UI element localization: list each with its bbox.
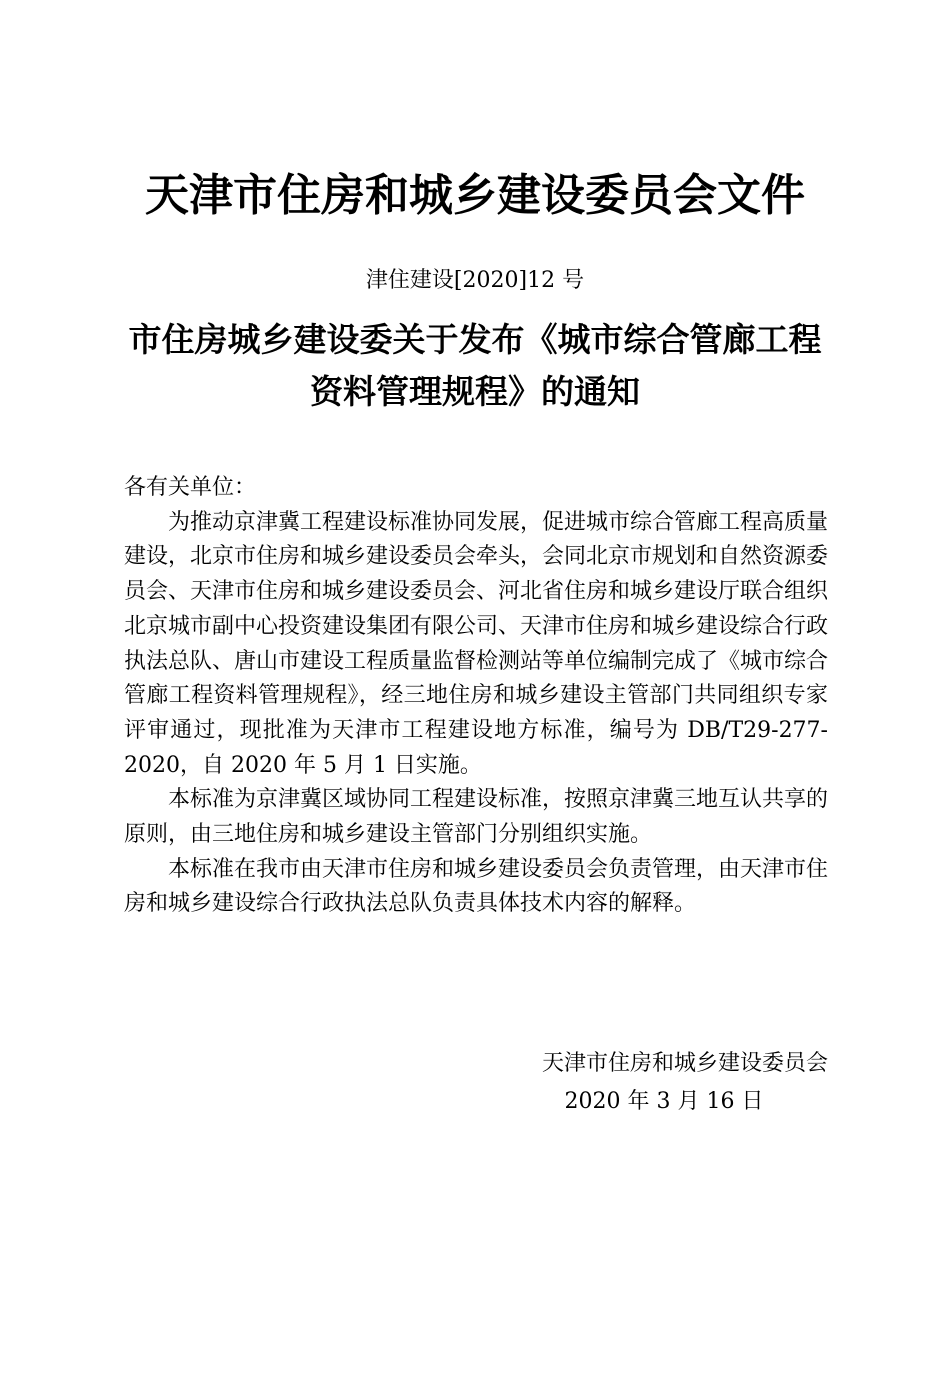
- body-paragraph-1: 为推动京津冀工程建设标准协同发展，促进城市综合管廊工程高质量建设，北京市住房和城乡建设委员会牵头，会同北京市规划和自然资源委员会、天津市住房和城乡建设委员会、河北省住房和城乡建设厅联合组织北京城市副中心投资建设集团有限公司、天津市住房和城乡建设综合行政执法总队、唐山市建设工程质量监督检测站等单位编制完成了《城市综合管廊工程资料管理规程》，经三地住房和城乡建设主管部门共同组织专家评审通过，现批准为天津市工程建设地方标准，编号为 DB/T29-277-2020，自 2020 年 5 月 1 日实施。: [124, 509, 829, 778]
- issuer-heading: 天津市住房和城乡建设委员会文件: [145, 170, 805, 221]
- signature-organization: 天津市住房和城乡建设委员会: [541, 1051, 828, 1076]
- body-paragraph-3: 本标准在我市由天津市住房和城乡建设委员会负责管理，由天津市住房和城乡建设综合行政执法总队负责具体技术内容的解释。: [124, 856, 829, 917]
- body-paragraph-2: 本标准为京津冀区域协同工程建设标准，按照京津冀三地互认共享的原则，由三地住房和城乡建设主管部门分别组织实施。: [124, 787, 829, 848]
- salutation: 各有关单位：: [124, 475, 257, 500]
- notice-title-line-2: 资料管理规程》的通知: [310, 372, 640, 411]
- notice-body: [124, 471, 828, 922]
- signature-date: 2020 年 3 月 16 日: [564, 1089, 764, 1114]
- document-number: 津住建设[2020]12 号: [365, 268, 585, 293]
- signature-block: [480, 1045, 828, 1121]
- notice-title-line-1: 市住房城乡建设委关于发布《城市综合管廊工程: [128, 320, 822, 359]
- notice-title: [110, 314, 840, 418]
